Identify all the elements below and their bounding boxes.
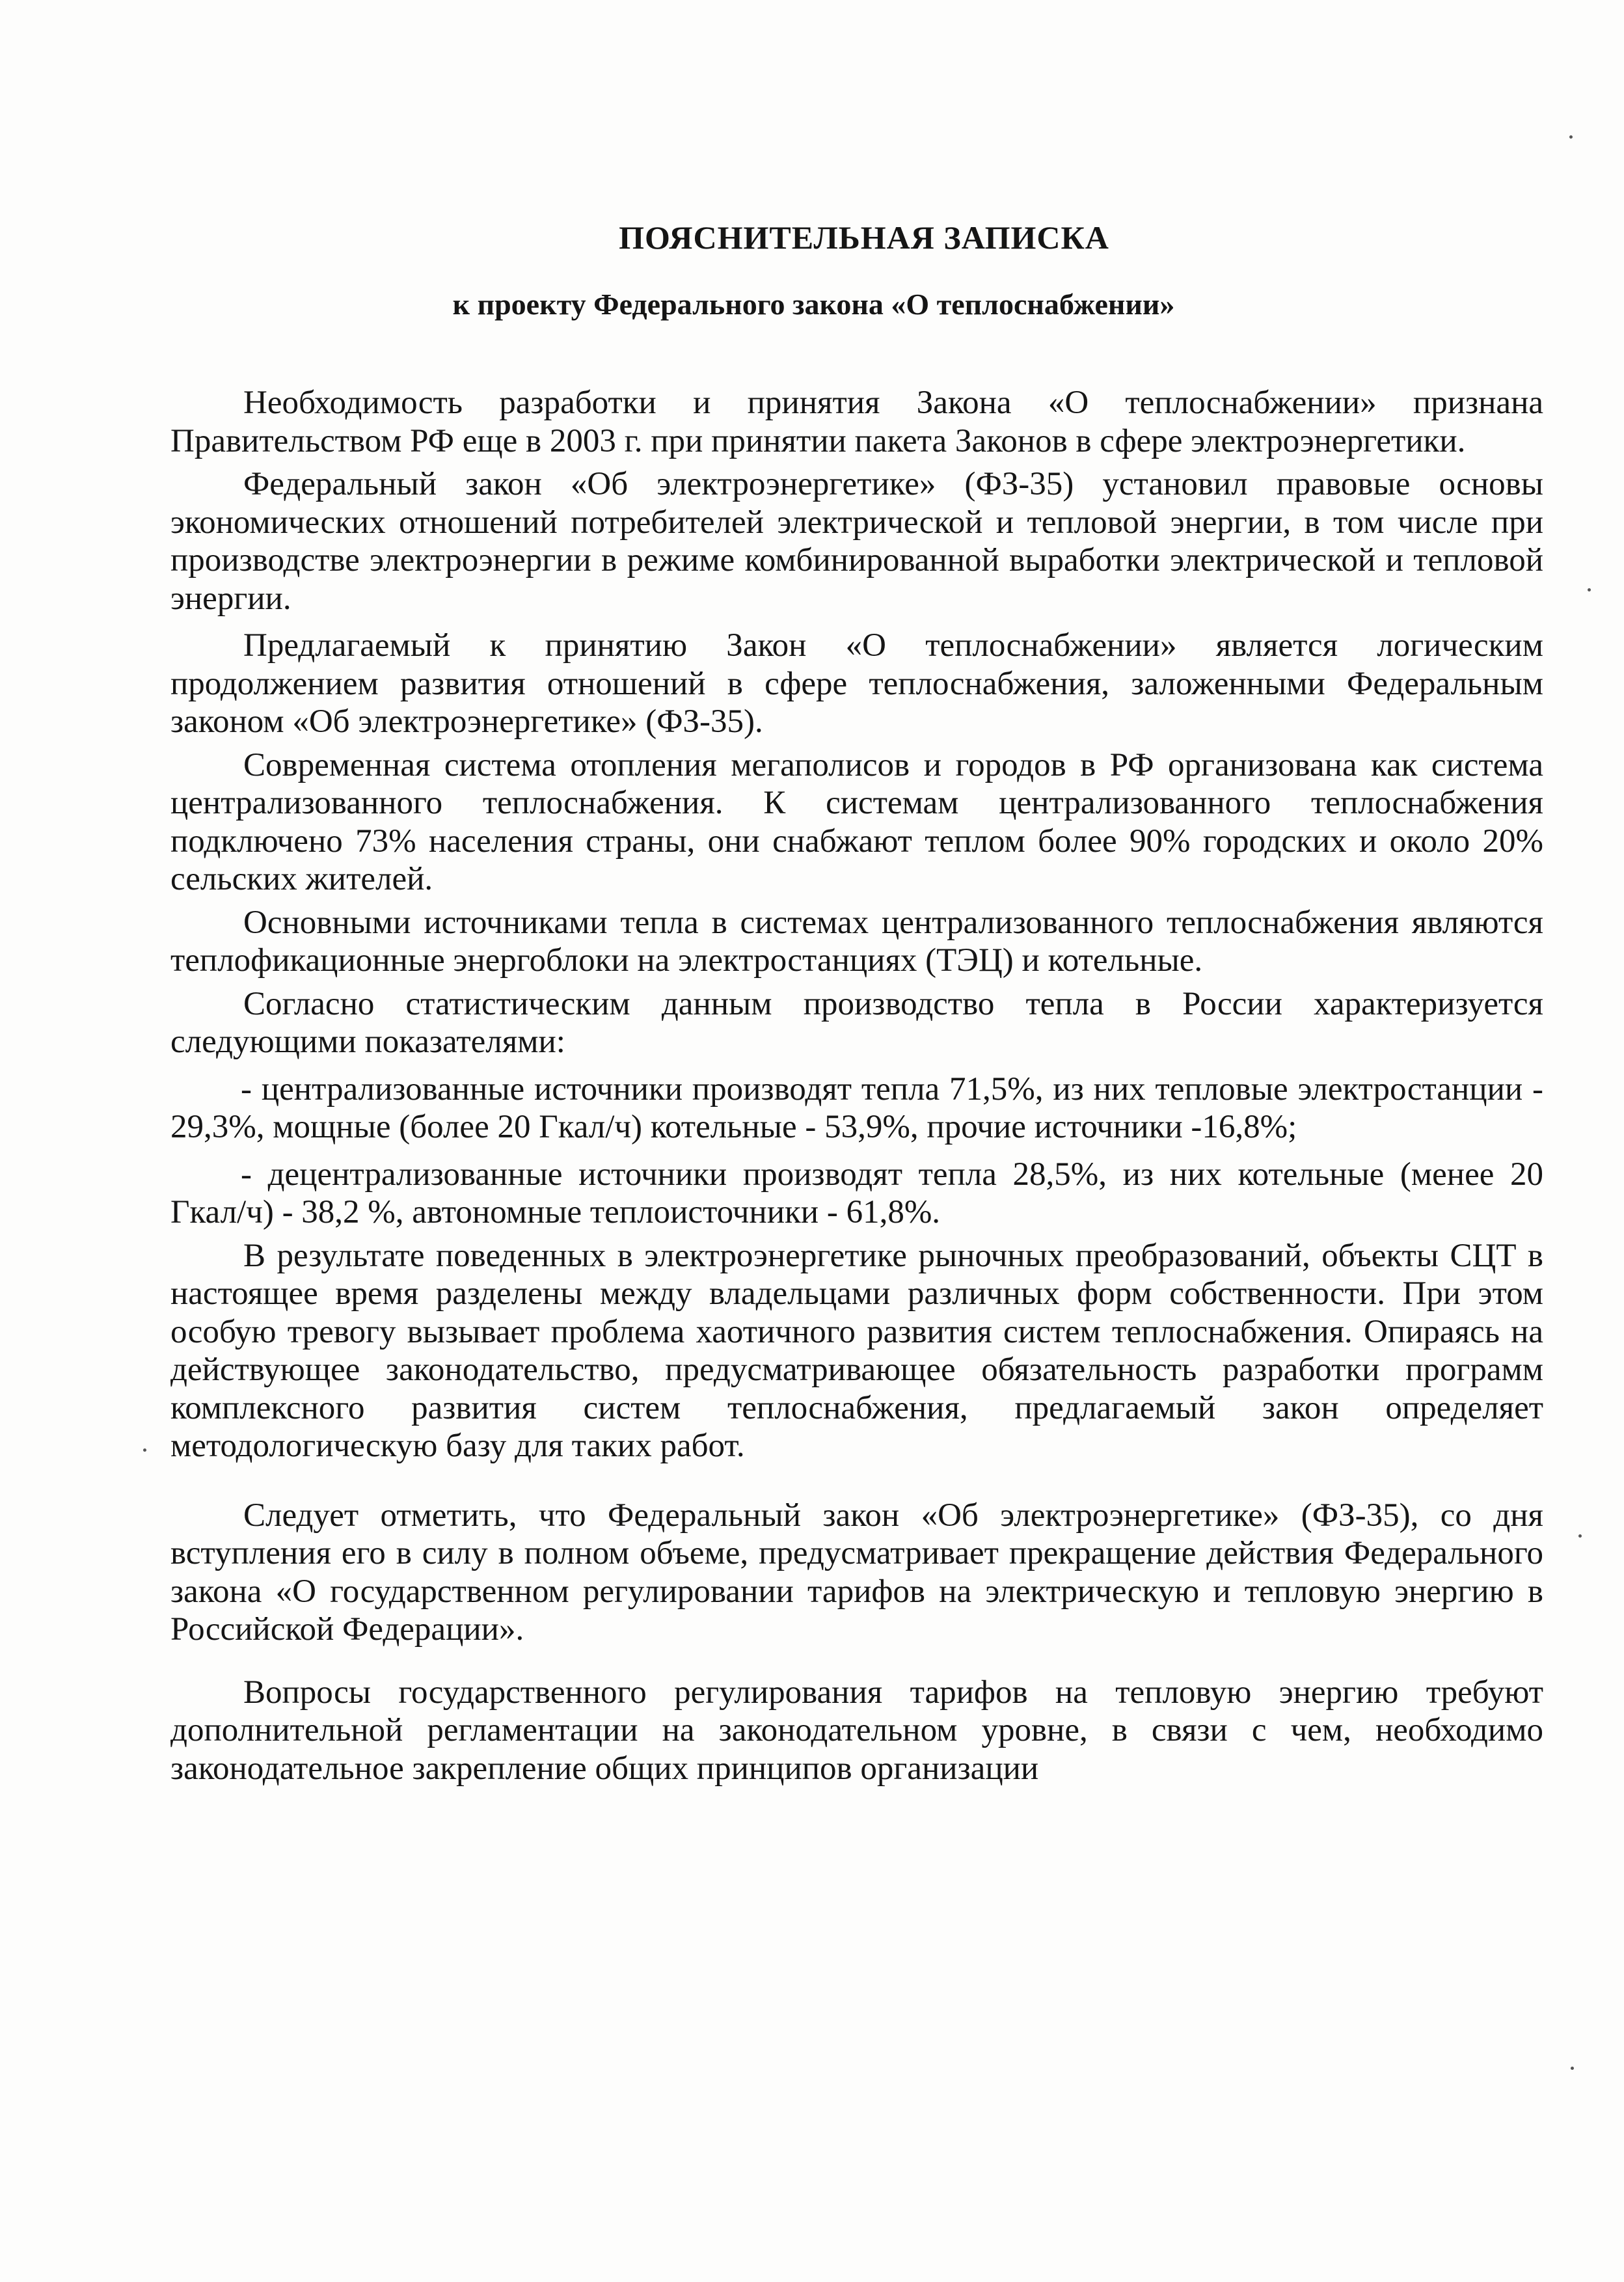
list-item-decentralized: - децентрализованные источники производят тепла 28,5%, из них котельные (менее 20 Гкал/ч) - 38,2 %, автономные теплоисточники - 61,8%. [170,1156,1543,1230]
scan-speck [1578,1534,1582,1538]
list-item-centralized: - централизованные источники производят тепла 71,5%, из них тепловые электростанции - 29,3%, мощные (более 20 Гкал/ч) котельные - 53,9%, прочие источники -16,8%; [170,1070,1543,1145]
paragraph-9: Вопросы государственного регулирования тарифов на тепловую энергию требуют дополнительной регламентации на законодательном уровне, в связи с чем, необходимо законодательное закрепление общих принципов организации [170,1674,1543,1787]
paragraph-3: Предлагаемый к принятию Закон «О теплоснабжении» является логическим продолжением развития отношений в сфере теплоснабжения, заложенными Федеральным законом «Об электроэнергетике» (ФЗ-35). [170,627,1543,740]
document-title: ПОЯСНИТЕЛЬНАЯ ЗАПИСКА [619,219,1109,256]
paragraph-4: Современная система отопления мегаполисов и городов в РФ организована как система централизованного теплоснабжения. К системам централизованного теплоснабжения подключено 73% населения страны, они снабжают теплом более 90% городских и около 20% сельских жителей. [170,746,1543,897]
paragraph-6: Согласно статистическим данным производство тепла в России характеризуется следующими показателями: [170,985,1543,1060]
scan-speck [1571,2067,1574,2070]
scan-speck [1569,135,1573,139]
scan-speck [1588,588,1591,591]
paragraph-8: Следует отметить, что Федеральный закон «Об электроэнергетике» (ФЗ-35), со дня вступления его в силу в полном объеме, предусматривает прекращение действия Федерального закона «О государственном регулировании тарифов на электрическую и тепловую энергию в Российской Федерации». [170,1497,1543,1648]
paragraph-7: В результате поведенных в электроэнергетике рыночных преобразований, объекты СЦТ в настоящее время разделены между владельцами различных форм собственности. При этом особую тревогу вызывает проблема хаотичного развития систем теплоснабжения. Опираясь на действующее законодательство, предусматривающее обязательность разработки программ комплексного развития систем теплоснабжения, предлагаемый закон определяет методологическую базу для таких работ. [170,1237,1543,1464]
scan-speck [143,1448,146,1452]
document-subtitle: к проекту Федерального закона «О теплоснабжении» [452,288,1175,321]
paragraph-1: Необходимость разработки и принятия Закона «О теплоснабжении» признана Правительством РФ еще в 2003 г. при принятии пакета Законов в сфере электроэнергетики. [170,385,1543,459]
document-body [170,384,1543,1787]
paragraph-5: Основными источниками тепла в системах централизованного теплоснабжения являются теплофикационные энергоблоки на электростанциях (ТЭЦ) и котельные. [170,904,1543,979]
paragraph-2: Федеральный закон «Об электроэнергетике» (ФЗ-35) установил правовые основы экономических отношений потребителей электрической и тепловой энергии, в том числе при производстве электроэнергии в режиме комбинированной выработки электрической и тепловой энергии. [170,466,1543,617]
